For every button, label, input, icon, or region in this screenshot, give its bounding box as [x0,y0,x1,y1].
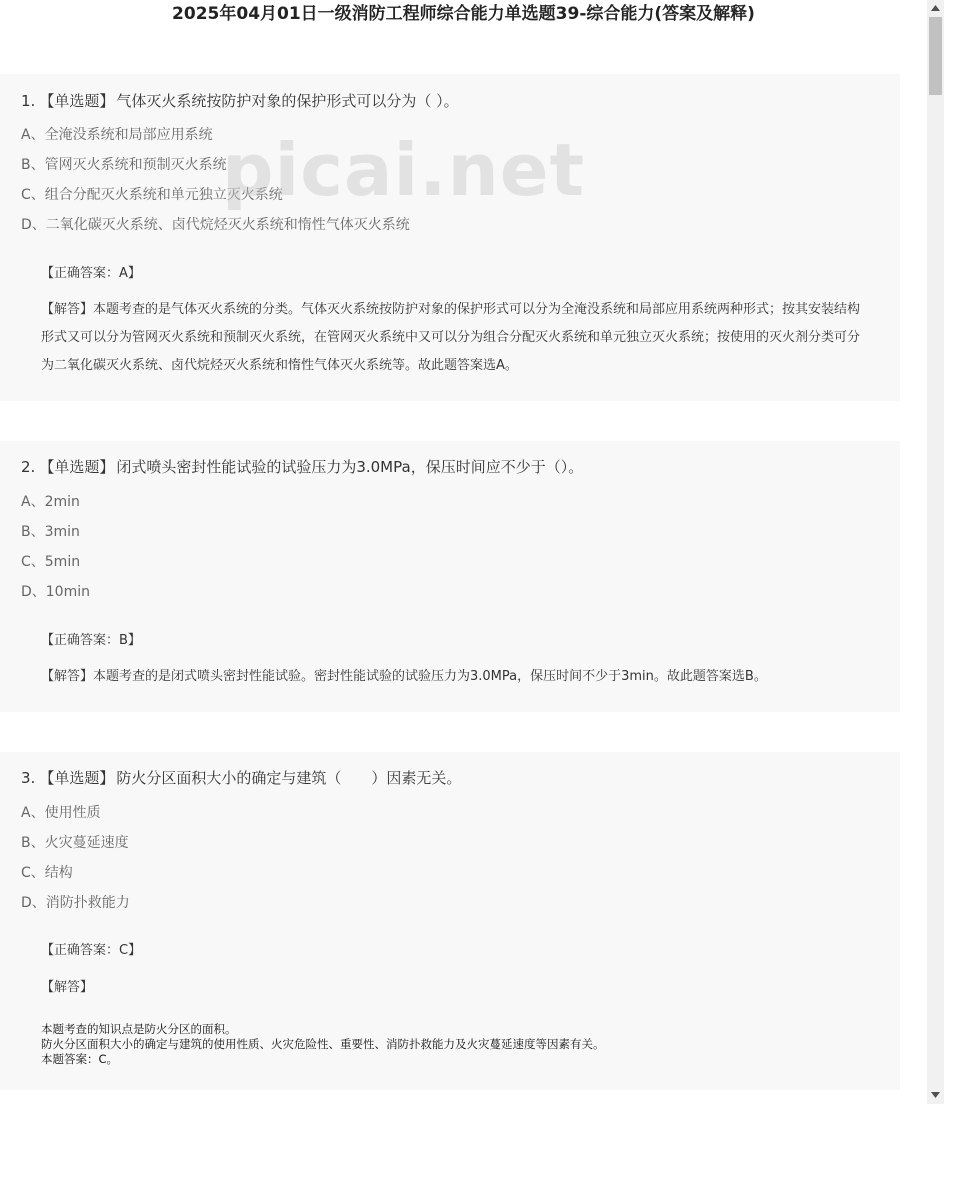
question-type-label: 【单选题】 [39,92,115,110]
question-text: 闭式喷头密封性能试验的试验压力为3.0MPa，保压时间应不少于（）。 [116,458,584,476]
correct-answer: 【正确答案：A】 [41,266,141,281]
option-a[interactable]: A、2min [21,494,80,510]
option-a[interactable]: A、全淹没系统和局部应用系统 [21,127,213,143]
option-d[interactable]: D、二氧化碳灭火系统、卤代烷烃灭火系统和惰性气体灭火系统 [21,217,410,233]
question-type-label: 【单选题】 [39,769,115,787]
correct-answer: 【正确答案：C】 [41,943,142,958]
correct-answer: 【正确答案：B】 [41,633,141,648]
watermark: picai.net [222,128,586,212]
question-card-3 [0,752,900,1090]
analysis-line: 防火分区面积大小的确定与建筑的使用性质、火灾危险性、重要性、消防扑救能力及火灾蔓延速度等因素有关。 [41,1037,605,1051]
option-d[interactable]: D、消防扑救能力 [21,895,130,911]
answer-analysis: 【解答】本题考查的是闭式喷头密封性能试验。密封性能试验的试验压力为3.0MPa，保压时间不少于3min。故此题答案选B。 [41,669,767,684]
option-c[interactable]: C、5min [21,554,81,570]
question-number: 3. [21,769,36,787]
option-a[interactable]: A、使用性质 [21,805,101,821]
scrollbar-thumb[interactable] [929,17,942,95]
question-stem [21,767,461,789]
question-card-1 [0,74,900,401]
option-d[interactable]: D、10min [21,584,90,600]
question-text: 防火分区面积大小的确定与建筑（ ）因素无关。 [116,769,462,787]
option-b[interactable]: B、管网灭火系统和预制灭火系统 [21,157,227,173]
analysis-line: 本题答案：C。 [41,1052,119,1066]
question-number: 2. [21,458,36,476]
scroll-up-icon[interactable] [927,0,944,17]
scroll-down-icon[interactable] [927,1087,944,1104]
question-stem [21,90,459,112]
question-text: 气体灭火系统按防护对象的保护形式可以分为（ ）。 [116,92,459,110]
question-type-label: 【单选题】 [39,458,115,476]
option-b[interactable]: B、火灾蔓延速度 [21,835,129,851]
option-b[interactable]: B、3min [21,524,80,540]
option-c[interactable]: C、结构 [21,865,73,881]
answer-analysis: 【解答】本题考查的是气体灭火系统的分类。气体灭火系统按防护对象的保护形式可以分为全淹没系统和局部应用系统两种形式；按其安装结构形式又可以分为管网灭火系统和预制灭火系统，在管网灭火系统中又可以分为组合分配灭火系统和单元独立灭火系统；按使用的灭火剂分类可分为二氧化碳灭火系统、卤代烷烃灭火系统和惰性气体灭火系统等。故此题答案选A。 [41,302,861,373]
question-card-2 [0,441,900,712]
question-number: 1. [21,92,36,110]
question-stem [21,456,583,478]
answer-analysis [41,1022,871,1067]
analysis-label: 【解答】 [41,980,94,995]
vertical-scrollbar[interactable] [927,0,944,1104]
analysis-line: 本题考查的知识点是防火分区的面积。 [41,1022,237,1036]
option-c[interactable]: C、组合分配灭火系统和单元独立灭火系统 [21,187,283,203]
page-title: 2025年04月01日一级消防工程师综合能力单选题39-综合能力(答案及解释) [172,4,755,24]
